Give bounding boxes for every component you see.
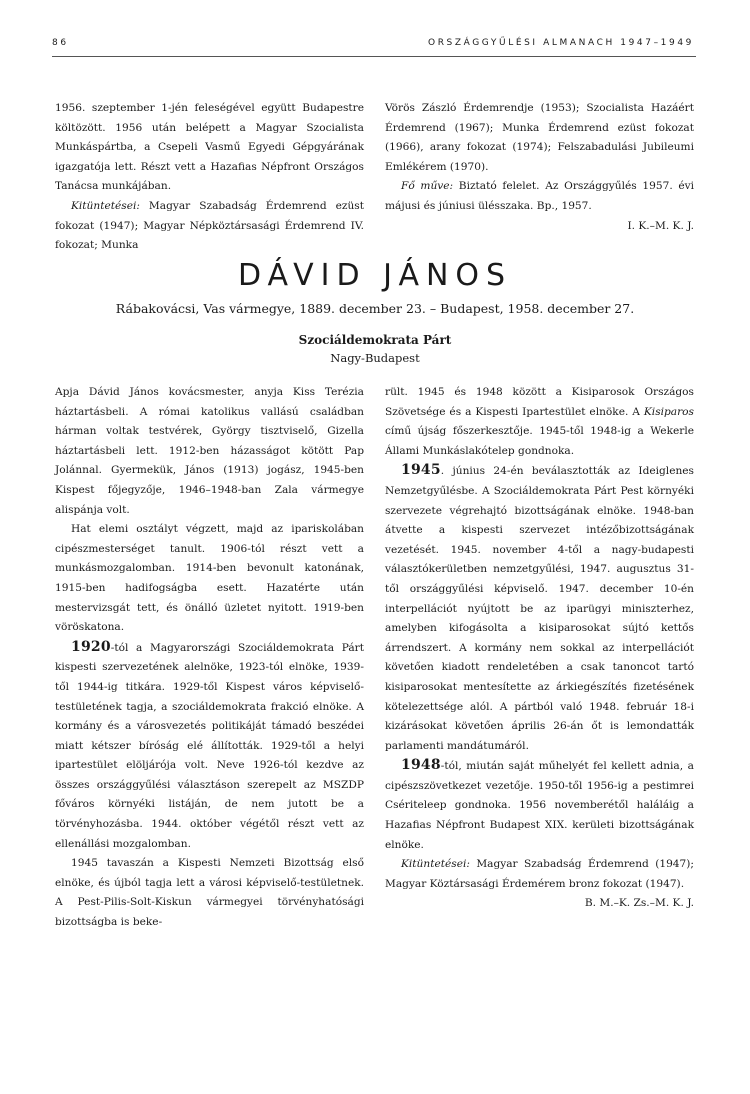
work-text: Biztató felelet. Az Országgyűlés 1957. évi májusi és júniusi ülésszaka. Bp., 1957.	[385, 180, 695, 212]
awards-label: Kitüntetései:	[401, 858, 470, 871]
year-heading: 1945	[401, 462, 441, 479]
year-heading: 1920	[71, 638, 111, 655]
header-rule	[52, 56, 696, 57]
running-header	[52, 38, 694, 56]
entry-left-column	[55, 383, 364, 933]
newspaper-title: Kisiparos	[643, 405, 694, 418]
entry-paragraph	[55, 638, 364, 855]
awards-text: Magyar Szabadság Érdemrend ezüst fokozat (1947); Magyar Népköztársasági Érdemrend IV. fokozat; Munka	[55, 199, 364, 252]
awards-text: Magyar Szabadság Érdemrend (1947); Magyar Köztársasági Érdemérem bronz fokozat (1947).	[385, 858, 694, 890]
entry-paragraph: Apja Dávid János kovácsmester, anyja Kiss Terézia háztartásbeli. A római katolikus vallású családban hárman voltak testvérek, György tisztviselő, Gizella háztartásbeli lett. 1912-ben házasságot kötött Pap Jolánnal. Gyermekük, János (1913) jogász, 1945-ben Kispest főjegyzője, 1946–1948-ban Zala vármegye alispánja volt.	[55, 386, 364, 516]
entry-region: Nagy-Budapest	[330, 351, 420, 365]
prev-entry-left-column	[55, 99, 364, 256]
entry-paragraph	[385, 461, 694, 756]
prev-entry-signature: I. K.–M. K. J.	[627, 219, 694, 232]
prev-entry-paragraph: Vörös Zászló Érdemrendje (1953); Szocialista Hazáért Érdemrend (1967); Munka Érdemrend ezüst fokozat (1966), arany fokozat (1974); Felszabadulási Jubileumi Emlékérem (1970).	[385, 102, 694, 173]
awards-label: Kitüntetései:	[71, 199, 140, 212]
paragraph-text: -tól a Magyarországi Szociáldemokrata Párt kispesti szervezetének alelnöke, 1923-tól elnöke, 1939-től 1944-ig titkára. 1929-től Kispest város képviselő-testületének tagja, a szociáldemokrata frakció elnöke. A kormány és a városvezetés politikáját támadó beszédei miatt kétszer bíróság elé állították. 1929-től a helyi ipartestület elöljárója volt. Neve 1926-tól kezdve az összes országgyűlési választáson szerepelt az MSZDP főváros környéki listáján, de nem jutott be a törvényhozásba. 1944. október végétől részt vett az ellenállási mozgalomban.	[55, 641, 364, 850]
entry-right-column	[385, 383, 694, 914]
entry-paragraph	[385, 383, 694, 461]
paragraph-text: -tól, miután saját műhelyét fel kellett adnia, a cipészszövetkezet vezetője. 1950-től 1956-ig a pestimrei Csériteleep gondnoka. 1956 novemberétől haláláig a Hazafias Népfront Budapest XIX. kerületi bizottságának elnöke.	[385, 760, 694, 851]
paragraph-text: rült. 1945 és 1948 között a Kisiparosok Országos Szövetsége és a Kispesti Ipartestület elnöke. A	[385, 386, 694, 418]
prev-entry-paragraph: 1956. szeptember 1-jén feleségével együtt Budapestre költözött. 1956 után belépett a Magyar Szocialista Munkáspártba, a Csepeli Vasmű Egyedi Gépgyárának igazgatója lett. Részt vett a Hazafias Népfront Országos Tanácsa munkájában.	[55, 102, 364, 193]
page-number: 86	[52, 38, 69, 48]
entry-awards	[385, 855, 694, 894]
entry-paragraph: 1945 tavaszán a Kispesti Nemzeti Bizottság első elnöke, és újból tagja lett a városi képviselő-testületnek. A Pest-Pilis-Solt-Kiskun vármegyei törvényhatósági bizottságba is beke-	[55, 857, 364, 929]
prev-entry-main-work	[385, 177, 694, 216]
entry-signature: B. M.–K. Zs.–M. K. J.	[584, 897, 694, 910]
entry-birth-death: Rábakovácsi, Vas vármegye, 1889. december 23. – Budapest, 1958. december 27.	[115, 301, 635, 316]
prev-entry-awards	[55, 197, 364, 256]
paragraph-text: . június 24-én beválasztották az Ideiglenes Nemzetgyűlésbe. A Szociáldemokrata Párt Pest környéki szervezete végrehajtó bizottságának elnöke. 1948-ban átvette a kispesti szervezet intézőbizottságának vezetését. 1945. november 4-től a nagy-budapesti választókerületben nemzetgyűlési, 1947. augusztus 31-től országgyűlési képviselő. 1947. december 10-én interpellációt nyújtott be az iparügyi miniszterhez, amelyben kifogásolta a kisiparosokat sújtó kettős árrendszert. A kormány nem sokkal az interpellációt követően kiadott rendeletében a csak tanoncot tartó kisiparosokat mentesítette az árkiegészítés fizetésének kötelezettsége alól. A pártból való 1948. február 18-i kizárásokat követően április 26-án őt is lemondatták parlamenti mandátumáról.	[385, 465, 694, 752]
entry-paragraph: Hat elemi osztályt végzett, majd az ipariskolában cipészmesterséget tanult. 1906-tól részt vett a munkásmozgalomban. 1914-ben bevonult katonának, 1915-ben hadifogságba esett. Hazatérte után mestervizsgát tett, és önálló üzletet nyitott. 1919-ben vöröskatona.	[55, 523, 364, 634]
prev-entry-right-column	[385, 99, 694, 236]
entry-paragraph	[385, 756, 694, 855]
entry-party: Szociáldemokrata Párt	[298, 333, 452, 347]
year-heading: 1948	[401, 757, 441, 774]
entry-title: DÁVID JÁNOS	[237, 258, 513, 293]
running-title: ORSZÁGGYŰLÉSI ALMANACH 1947–1949	[428, 38, 694, 48]
paragraph-text: című újság főszerkesztője. 1945-től 1948-ig a Wekerle Állami Munkáslakótelep gondnoka.	[385, 425, 694, 457]
work-label: Fő műve:	[401, 180, 454, 193]
